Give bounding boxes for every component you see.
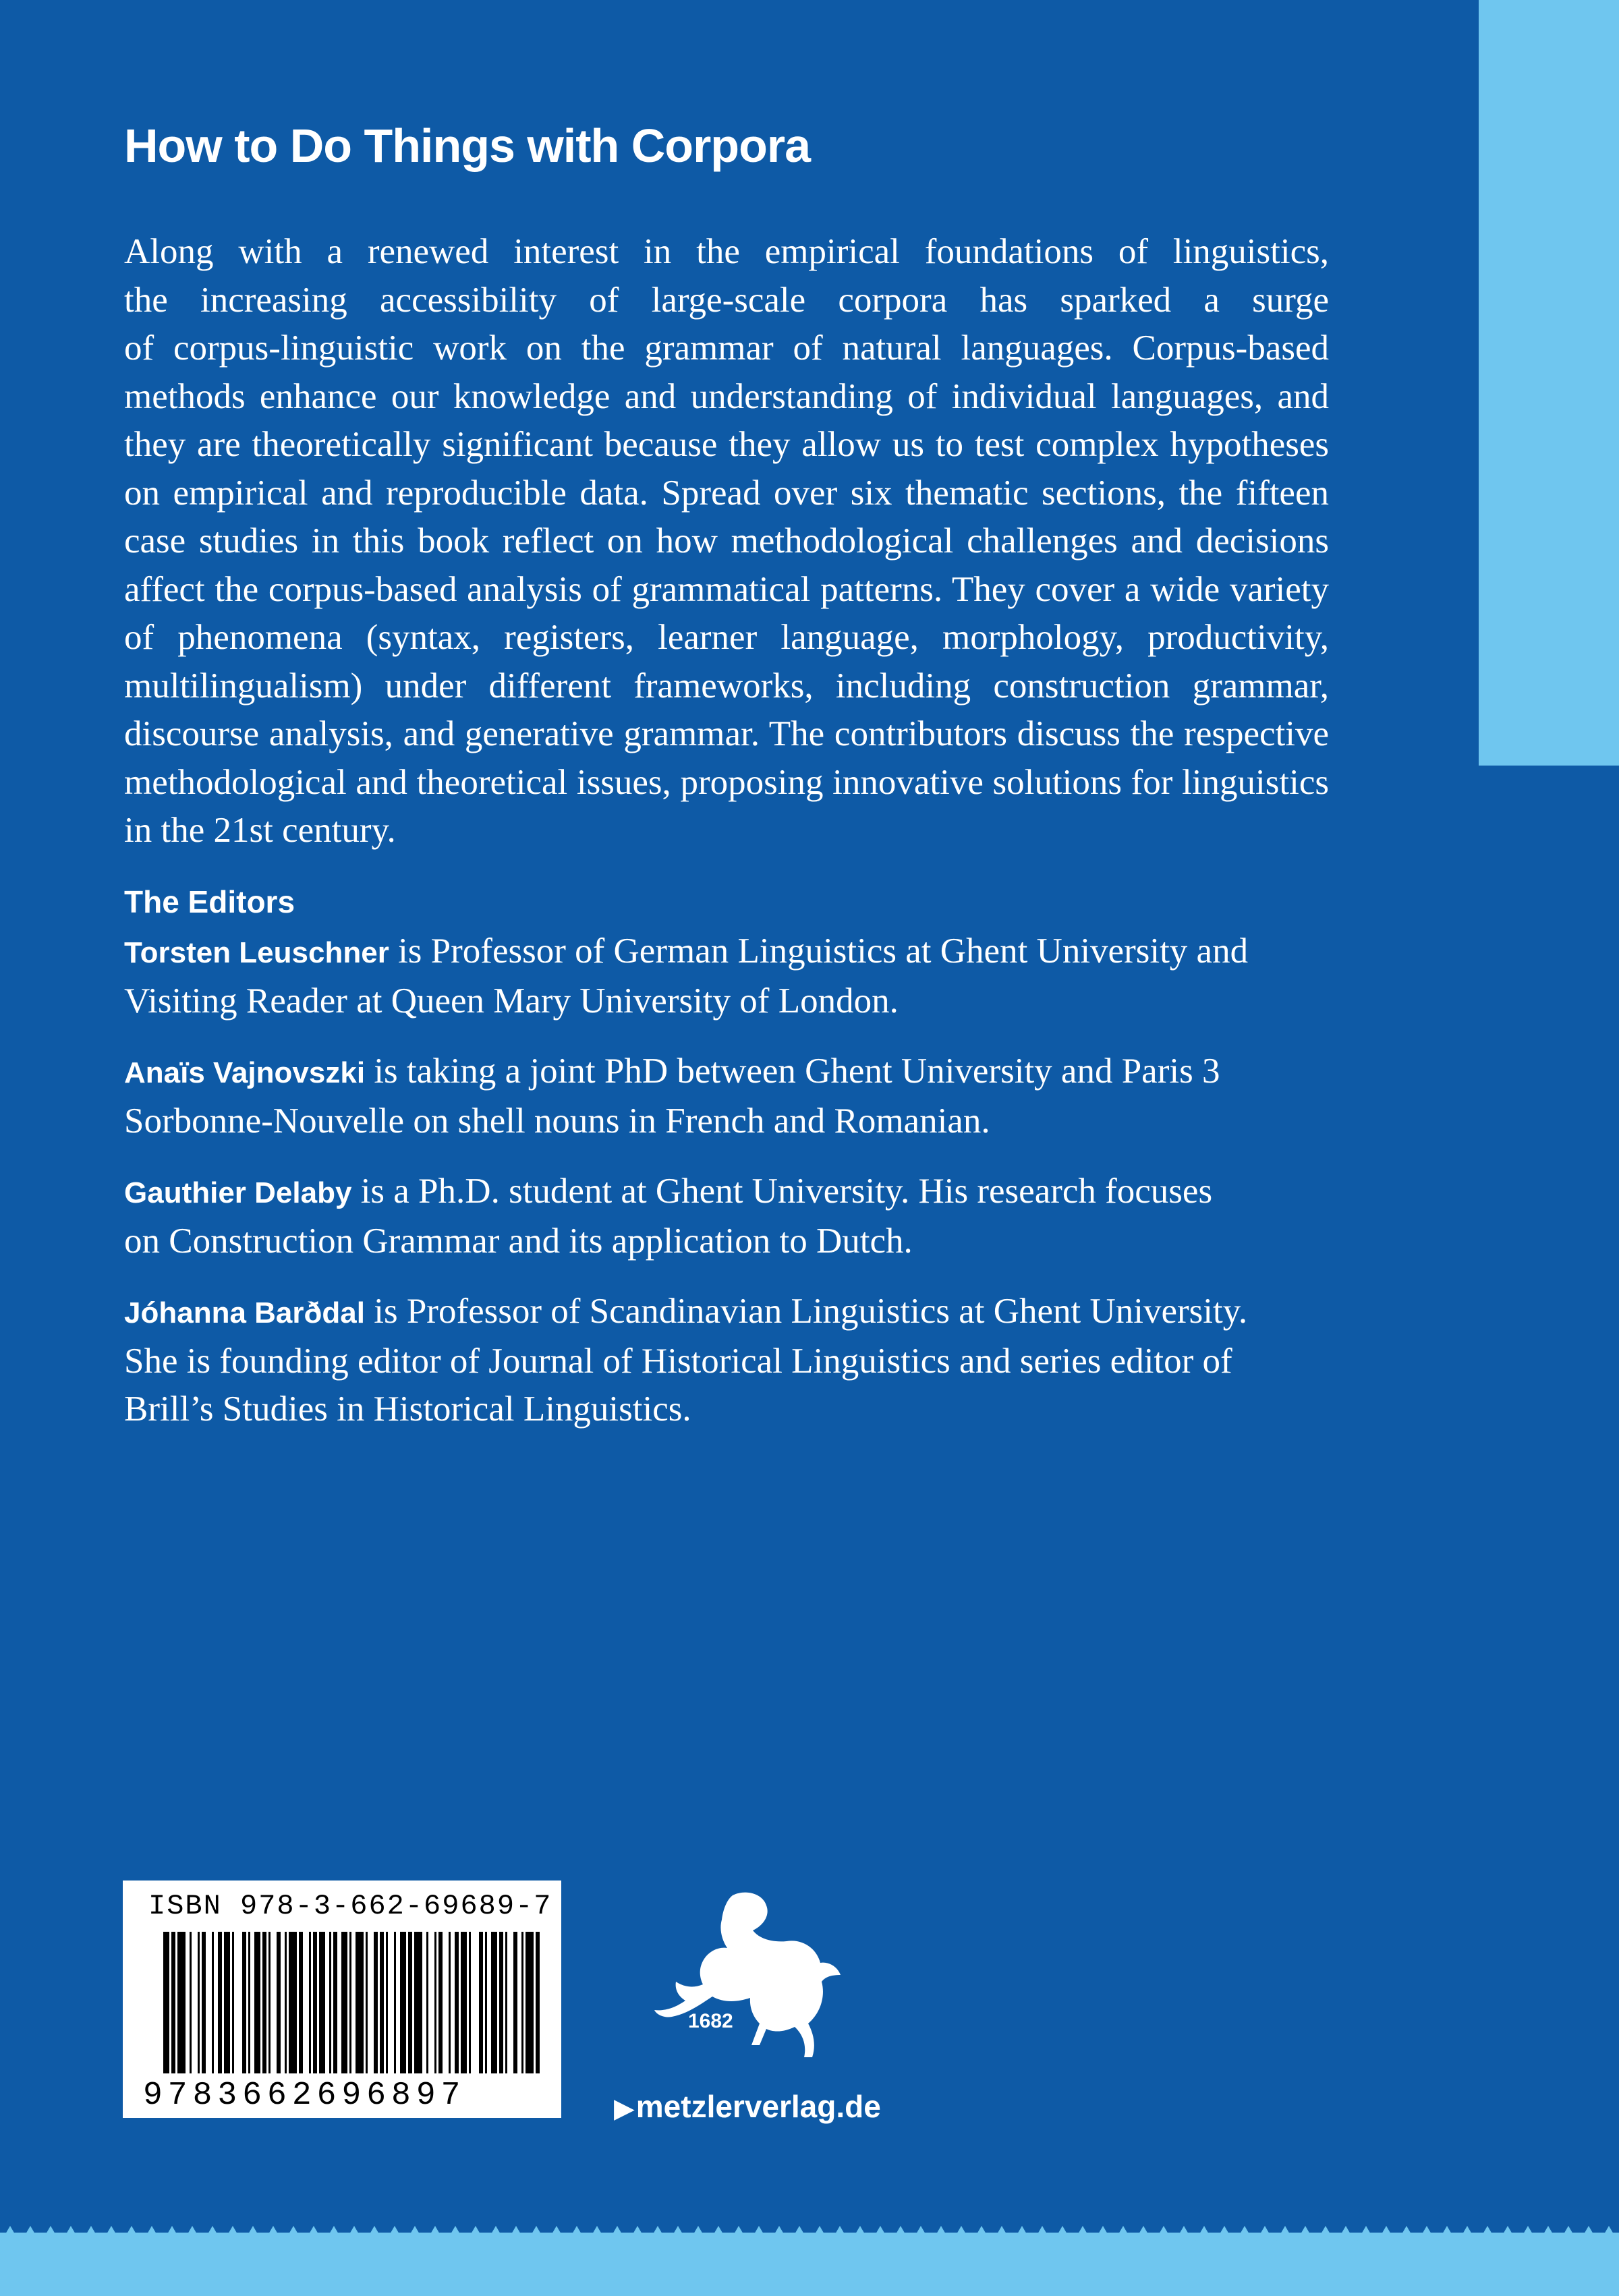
description-line: multilingualism) under different frameworks, including construction grammar, bbox=[124, 666, 1329, 706]
logo-year: 1682 bbox=[688, 2010, 733, 2032]
description-line: affect the corpus-based analysis of grammatical patterns. They cover a wide variety bbox=[124, 569, 1329, 609]
editor-name: Anaïs Vajnovszki bbox=[124, 1056, 366, 1089]
editor-bio bbox=[124, 1168, 1329, 1265]
editor-bio-text: Sorbonne-Nouvelle on shell nouns in French and Romanian. bbox=[124, 1101, 990, 1141]
editor-bio-text: Visiting Reader at Queen Mary University of London. bbox=[124, 981, 899, 1021]
editor-bio-text: She is founding editor of Journal of Historical Linguistics and series editor of bbox=[124, 1341, 1232, 1381]
zigzag-border bbox=[0, 2223, 1619, 2243]
barcode-digits: 9783662696897 bbox=[143, 2077, 466, 2114]
book-title: How to Do Things with Corpora bbox=[124, 119, 811, 172]
horse-logo-icon bbox=[652, 1889, 854, 2064]
editors-heading: The Editors bbox=[124, 884, 295, 919]
barcode-bars bbox=[163, 1932, 541, 2073]
book-description bbox=[124, 228, 1329, 855]
description-line: methods enhance our knowledge and understanding of individual languages, and bbox=[124, 376, 1329, 416]
editor-bio-text: is taking a joint PhD between Ghent University and Paris 3 bbox=[365, 1052, 1220, 1091]
editor-bio bbox=[124, 1047, 1329, 1145]
description-line: discourse analysis, and generative grammar. The contributors discuss the respective bbox=[124, 714, 1329, 753]
isbn-number: ISBN 978-3-662-69689-7 bbox=[148, 1890, 552, 1922]
description-line: the increasing accessibility of large-scale corpora has sparked a surge bbox=[124, 280, 1329, 320]
description-line: methodological and theoretical issues, proposing innovative solutions for linguistics bbox=[124, 762, 1329, 802]
editor-bio-text: is Professor of Scandinavian Linguistics at Ghent University. bbox=[364, 1292, 1248, 1331]
description-line: case studies in this book reflect on how methodological challenges and decisions bbox=[124, 521, 1329, 561]
editor-name: Jóhanna Barðdal bbox=[124, 1296, 365, 1329]
editor-bio bbox=[124, 1288, 1329, 1434]
editor-bio-text: Brill’s Studies in Historical Linguistics. bbox=[124, 1389, 691, 1429]
editor-name: Torsten Leuschner bbox=[124, 936, 389, 969]
description-line: of corpus-linguistic work on the grammar of natural languages. Corpus-based bbox=[124, 328, 1329, 368]
editor-bio-text: is a Ph.D. student at Ghent University. His research focuses bbox=[351, 1172, 1213, 1211]
play-arrow-icon: ▶ bbox=[614, 2094, 635, 2123]
isbn-barcode bbox=[123, 1881, 561, 2118]
publisher-url[interactable] bbox=[614, 2088, 881, 2125]
editor-name: Gauthier Delaby bbox=[124, 1176, 352, 1209]
description-line: of phenomena (syntax, registers, learner language, morphology, productivity, bbox=[124, 618, 1329, 657]
description-line: on empirical and reproducible data. Spread over six thematic sections, the fifteen bbox=[124, 473, 1329, 513]
side-color-tab bbox=[1479, 0, 1619, 766]
description-line: in the 21st century. bbox=[124, 811, 396, 850]
publisher-url-text: metzlerverlag.de bbox=[635, 2089, 881, 2124]
description-line: Along with a renewed interest in the empirical foundations of linguistics, bbox=[124, 232, 1329, 271]
description-line: they are theoretically significant because they allow us to test complex hypotheses bbox=[124, 425, 1329, 464]
editor-bio-text: is Professor of German Linguistics at Ghent University and bbox=[389, 931, 1249, 971]
editor-bio bbox=[124, 927, 1329, 1025]
editor-bio-text: on Construction Grammar and its application to Dutch. bbox=[124, 1221, 913, 1261]
